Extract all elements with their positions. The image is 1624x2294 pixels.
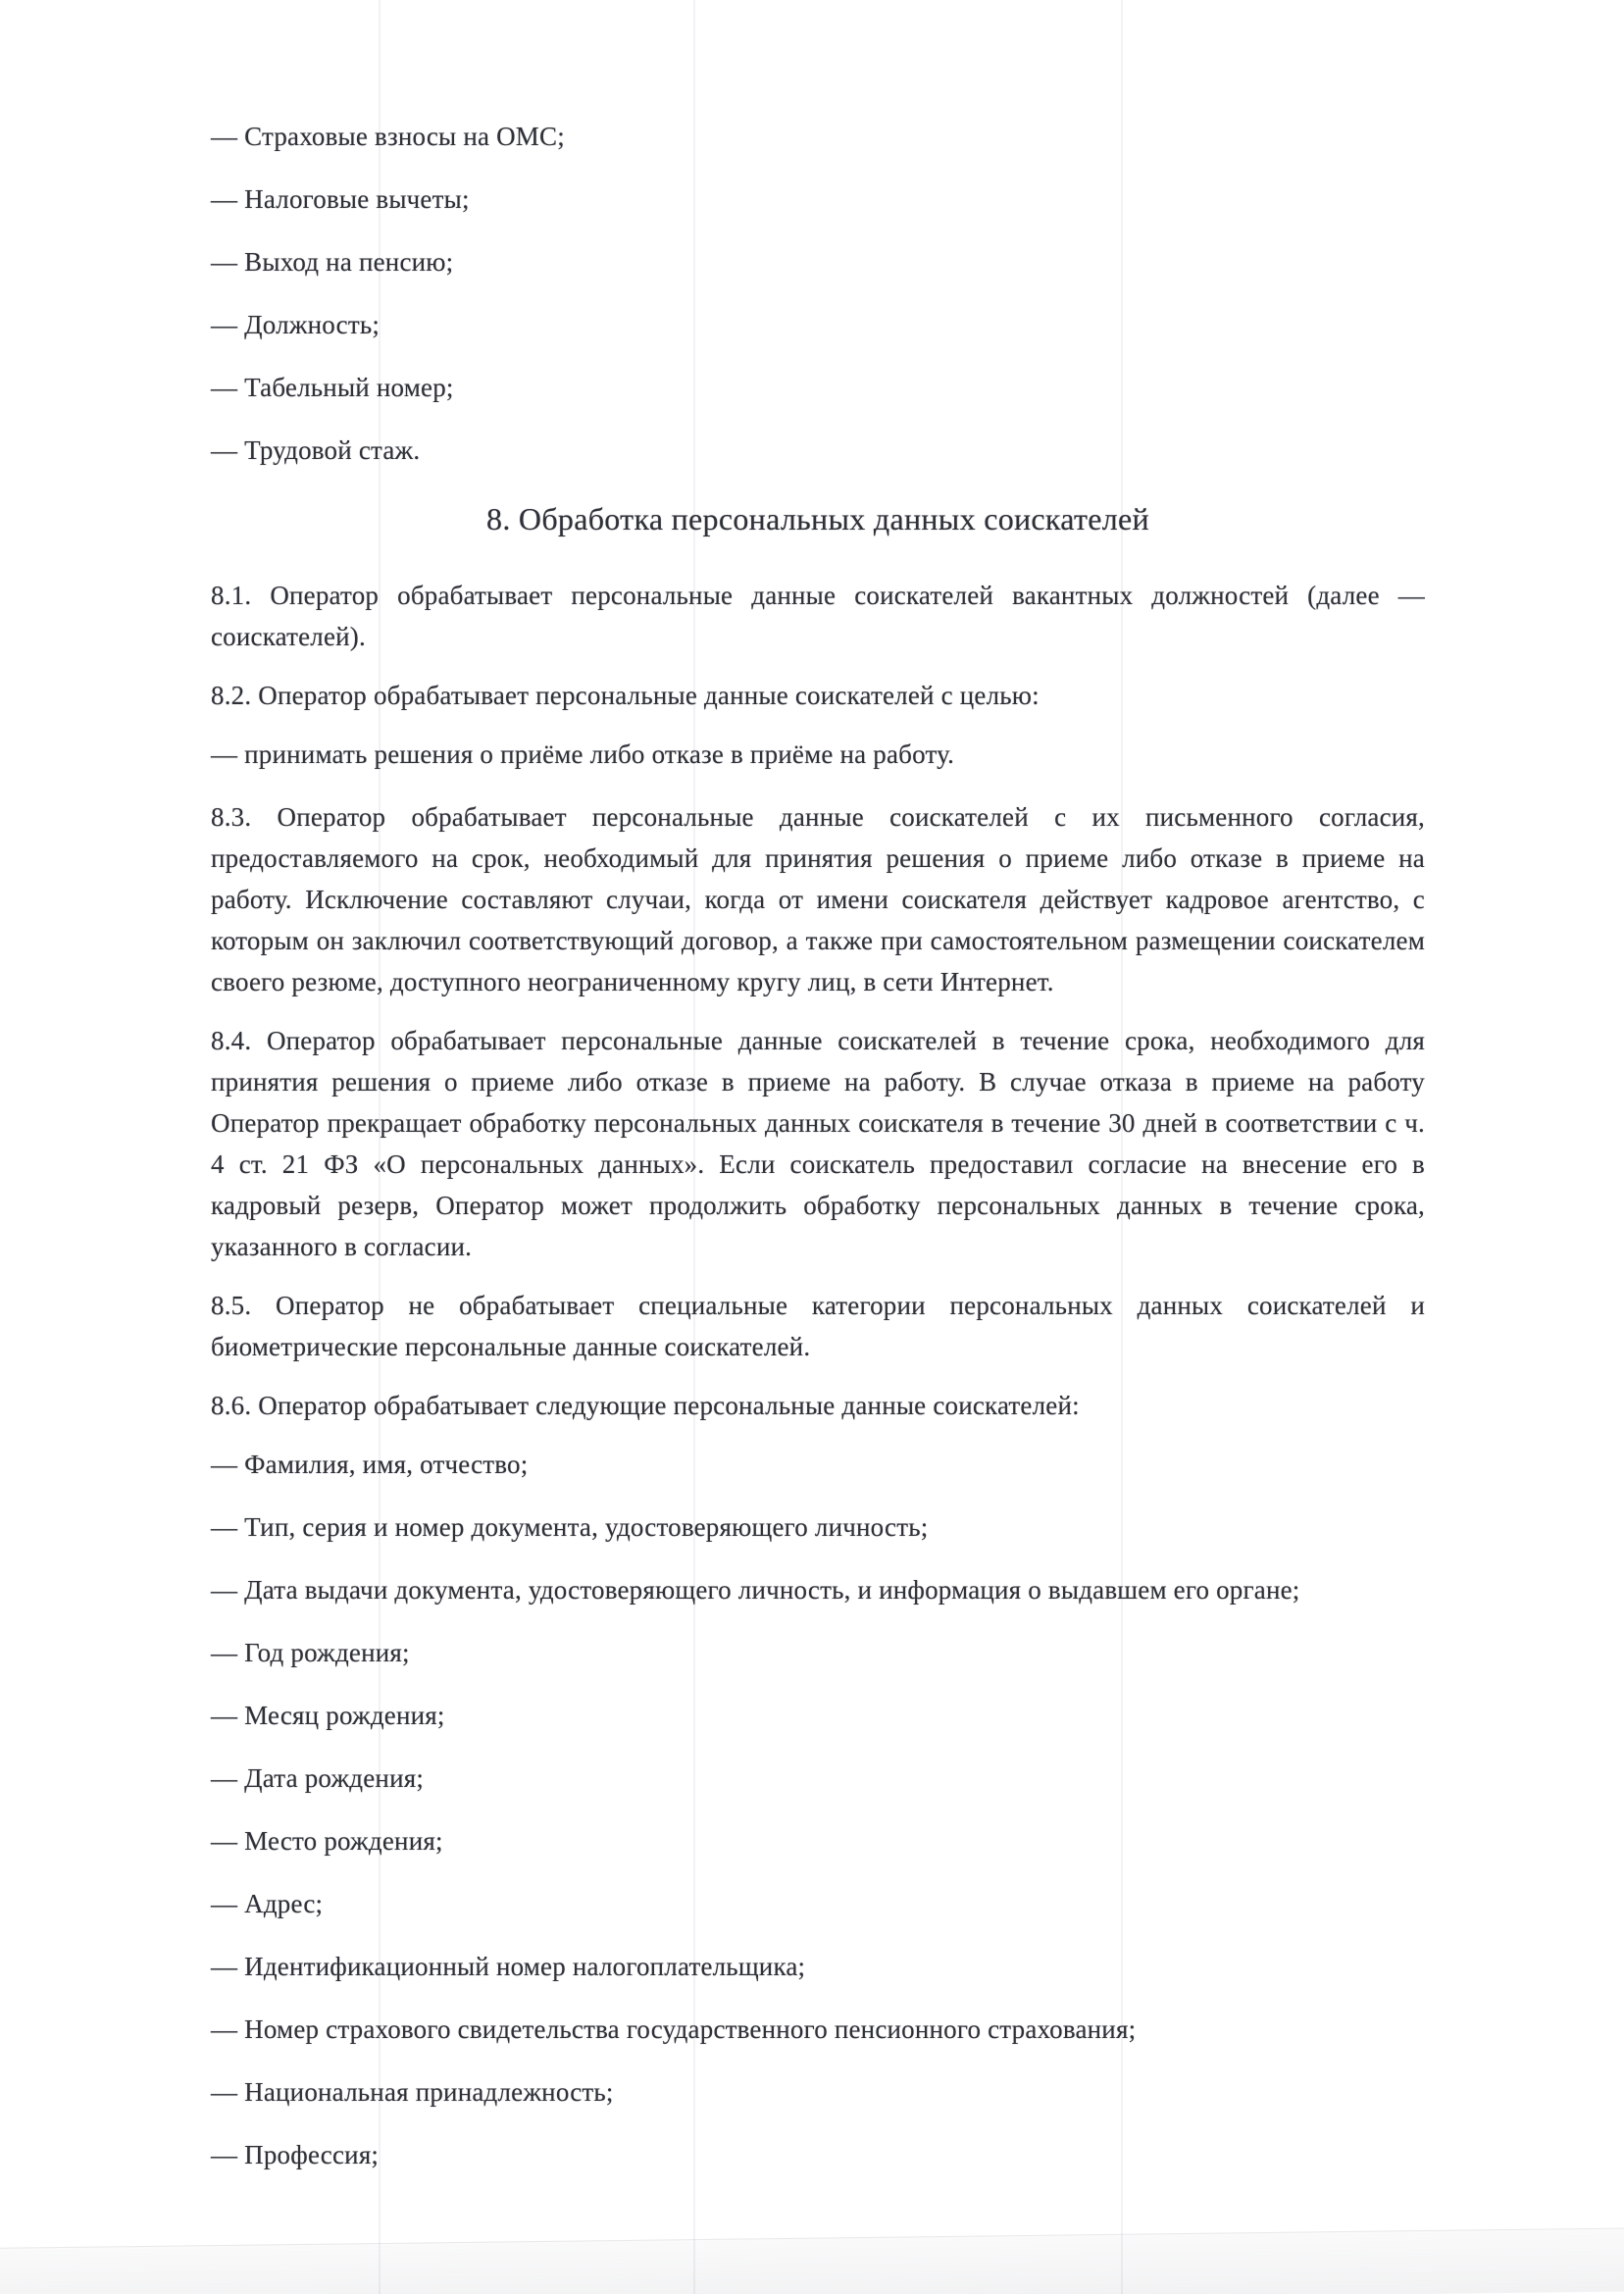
list-item: — Должность;: [211, 310, 381, 339]
paragraph-8-3: 8.3. Оператор обрабатывает персональные данные соискателей с их письменного согласия, предоставляемого на срок, необходимый для принятия решения о приеме либо отказе в приеме на работу. Исключение составляют случаи, когда от имени соискателя действует кадровое агентство, с которым он заключил соответствующий договор, а также при самостоятельном размещении соискателем своего резюме, доступного неограниченному кругу лиц, в сети Интернет.: [211, 802, 1425, 996]
list-item: — Страховые взносы на ОМС;: [211, 122, 565, 151]
scan-bottom-shadow: [0, 2227, 1624, 2294]
list-item: — Год рождения;: [211, 1638, 410, 1667]
paragraph-8-2: 8.2. Оператор обрабатывает персональные данные соискателей с целью:: [211, 681, 1040, 710]
paragraph-8-6: 8.6. Оператор обрабатывает следующие персональные данные соискателей:: [211, 1391, 1080, 1420]
list-item: — Национальная принадлежность;: [211, 2077, 614, 2107]
paragraph-8-5: 8.5. Оператор не обрабатывает специальные категории персональных данных соискателей и биометрические персональные данные соискателей.: [211, 1291, 1425, 1361]
list-item: — Налоговые вычеты;: [211, 184, 470, 214]
list-item: — Выход на пенсию;: [211, 247, 454, 277]
list-item: — Идентификационный номер налогоплательщика;: [211, 1952, 806, 1981]
list-item: — Табельный номер;: [211, 373, 454, 402]
list-item: — Место рождения;: [211, 1826, 443, 1856]
list-item: — Адрес;: [211, 1889, 324, 1918]
paragraph-8-4: 8.4. Оператор обрабатывает персональные данные соискателей в течение срока, необходимого для принятия решения о приеме либо отказе в приеме на работу. В случае отказа в приеме на работу Оператор прекращает обработку персональных данных соискателя в течение 30 дней в соответствии с ч. 4 ст. 21 ФЗ «О персональных данных». Если соискатель предоставил согласие на внесение его в кадровый резерв, Оператор может продолжить обработку персональных данных в течение срока, указанного в согласии.: [211, 1026, 1425, 1261]
list-item: — Номер страхового свидетельства государственного пенсионного страхования;: [211, 2014, 1137, 2044]
section-heading: 8. Обработка персональных данных соискателей: [486, 501, 1149, 536]
list-item: — Тип, серия и номер документа, удостоверяющего личность;: [211, 1512, 929, 1542]
list-item: — принимать решения о приёме либо отказе в приёме на работу.: [211, 739, 955, 769]
list-item: — Дата рождения;: [211, 1763, 425, 1793]
paragraph-8-1: 8.1. Оператор обрабатывает персональные данные соискателей вакантных должностей (далее — соискателей).: [211, 581, 1425, 651]
list-item: — Фамилия, имя, отчество;: [211, 1450, 529, 1479]
list-item: — Трудовой стаж.: [211, 435, 421, 465]
list-item: — Профессия;: [211, 2140, 380, 2169]
list-item: — Дата выдачи документа, удостоверяющего личность, и информация о выдавшем его органе;: [211, 1575, 1300, 1605]
list-item: — Месяц рождения;: [211, 1701, 445, 1730]
document-body: [211, 116, 1425, 2197]
